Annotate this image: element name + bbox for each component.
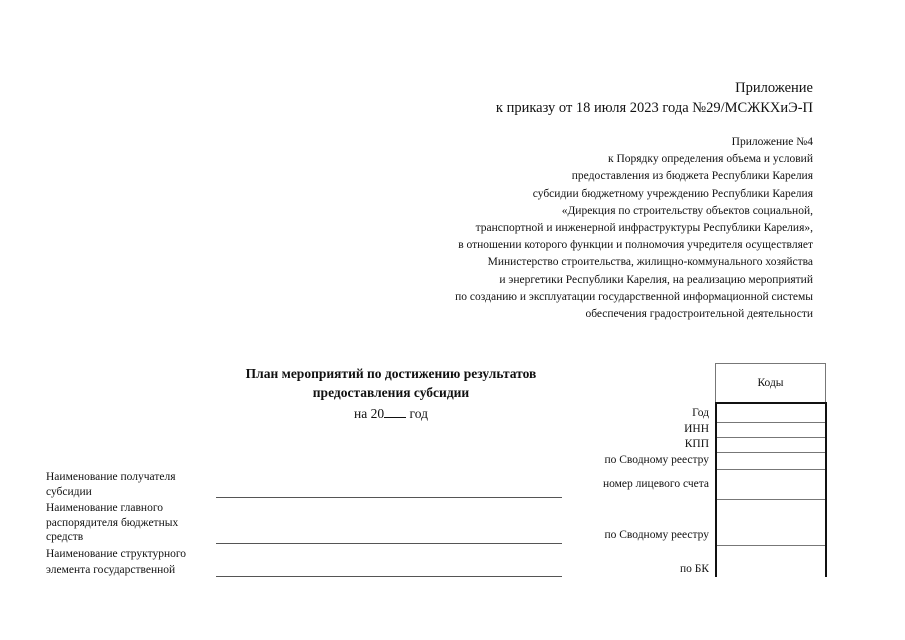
appendix4-line: транспортной и инженерной инфраструктуры Республики Карелия»,: [475, 222, 813, 235]
account-number-label: номер лицевого счета: [602, 478, 709, 490]
codes-header: Коды: [715, 363, 826, 402]
appendix4-line: «Дирекция по строительству объектов социальной,: [561, 204, 813, 217]
svodny-reestr-cell-2[interactable]: [717, 500, 825, 546]
year-suffix: год: [409, 406, 428, 421]
structural-element-label: Наименование структурного элемента государственной: [46, 548, 187, 576]
plan-title-line1: План мероприятий по достижению результатов: [245, 366, 537, 381]
order-reference: к приказу от 18 июля 2023 года №29/МСЖКХиЭ-П: [495, 100, 813, 116]
year-code-cell[interactable]: [717, 404, 825, 423]
appendix4-line: по созданию и эксплуатации государственной информационной системы: [455, 290, 813, 303]
appendix-title: Приложение: [735, 80, 813, 96]
bk-label: по БК: [679, 563, 709, 575]
appendix4-line: в отношении которого функции и полномочия учредителя осуществляет: [458, 239, 813, 252]
appendix4-line: к Порядку определения объема и условий: [608, 153, 813, 166]
year-code-label: Год: [692, 407, 709, 419]
svodny-reestr-label-2: по Сводному реестру: [604, 529, 709, 541]
plan-title-line2: предоставления субсидии: [312, 385, 470, 400]
appendix4-line: и энергетики Республики Карелия, на реализацию мероприятий: [499, 273, 813, 286]
codes-table: [715, 402, 827, 577]
structural-element-underline[interactable]: [216, 576, 562, 577]
inn-cell[interactable]: [717, 423, 825, 438]
year-prefix: на 20: [354, 406, 385, 421]
kpp-label: КПП: [684, 438, 709, 450]
svodny-reestr-cell-1[interactable]: [717, 453, 825, 470]
appendix4-line: Министерство строительства, жилищно-коммунального хозяйства: [487, 256, 813, 269]
appendix4-block: [455, 134, 813, 323]
inn-label: ИНН: [684, 423, 709, 435]
year-blank[interactable]: [384, 407, 406, 418]
plan-year-line: [218, 406, 564, 422]
appendix4-line: обеспечения градостроительной деятельности: [585, 308, 813, 321]
main-manager-label: Наименование главного распорядителя бюджетных средств: [46, 502, 179, 543]
account-number-cell[interactable]: [717, 470, 825, 500]
appendix4-line: Приложение №4: [731, 136, 813, 148]
main-manager-underline[interactable]: [216, 543, 562, 544]
appendix4-line: предоставления из бюджета Республики Карелия: [571, 170, 813, 183]
appendix4-line: субсидии бюджетному учреждению Республики Карелия: [532, 187, 813, 200]
svodny-reestr-label-1: по Сводному реестру: [604, 454, 709, 466]
kpp-cell[interactable]: [717, 438, 825, 453]
bk-cell[interactable]: [717, 546, 825, 579]
recipient-underline[interactable]: [216, 497, 562, 498]
recipient-label: Наименование получателя субсидии: [46, 471, 176, 498]
